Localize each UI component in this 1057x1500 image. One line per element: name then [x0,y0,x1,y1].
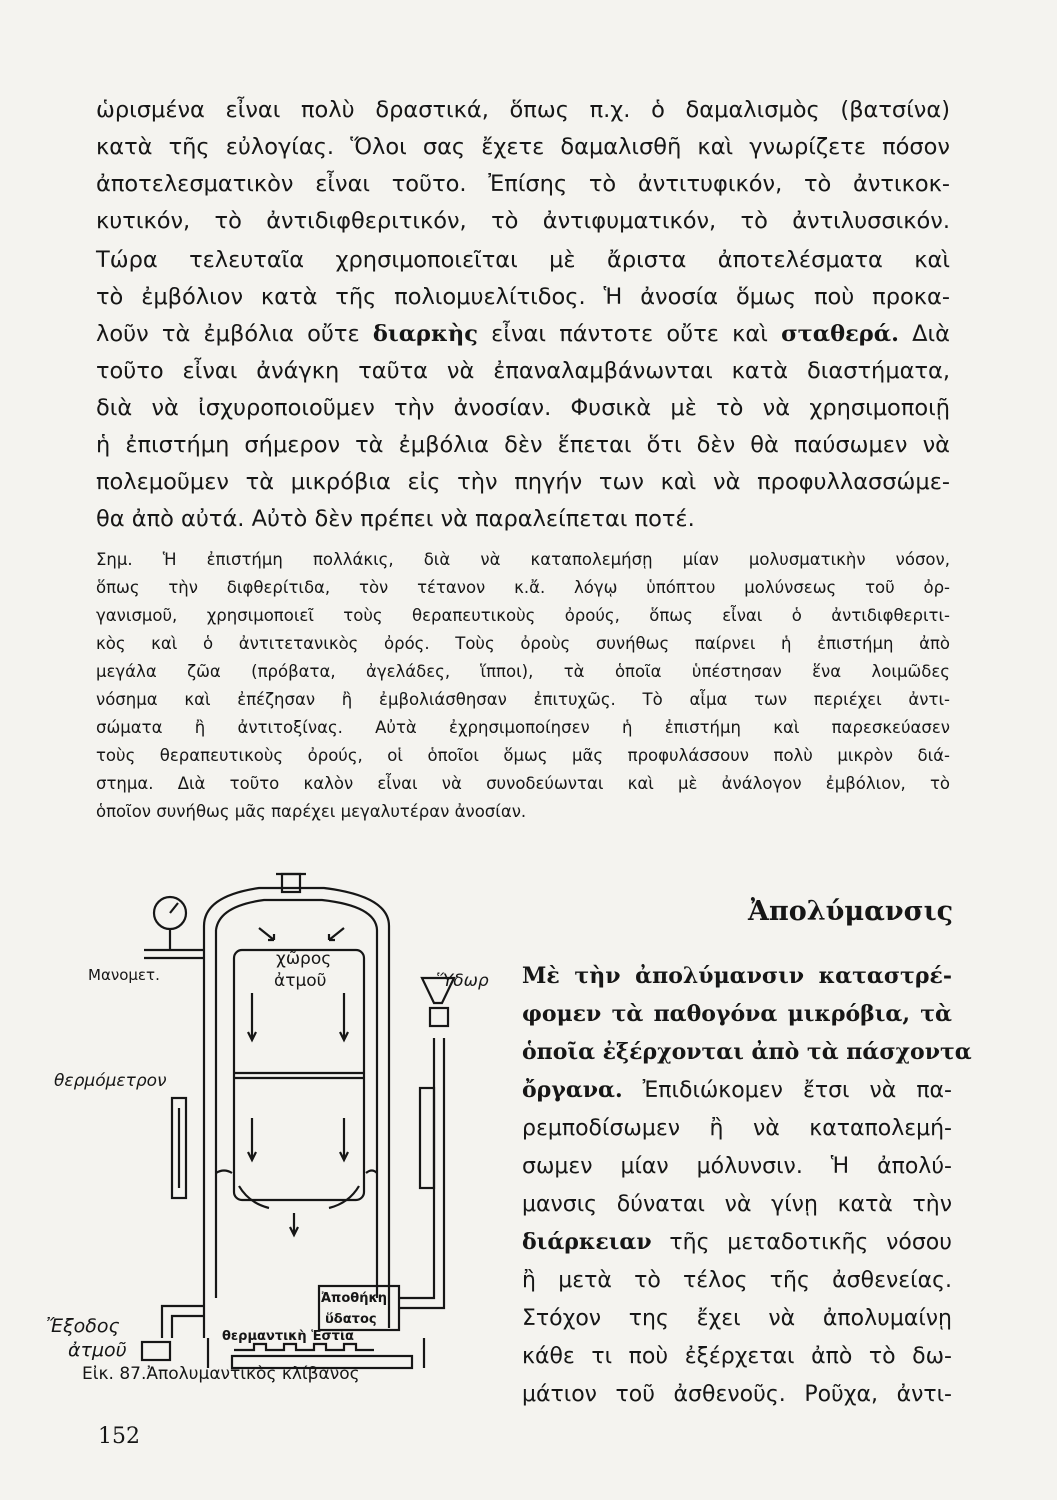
label-steam-space: ἀτμοῦ [274,971,327,991]
section-line: μανσις δύναται νὰ γίνῃ κατὰ τὴν [522,1192,952,1217]
body-line: θα ἀπὸ αὐτά. Αὐτὸ δὲν πρέπει νὰ παραλείπεται ποτέ. [96,506,695,532]
steam-arrow [248,1118,256,1160]
body-text-run: Διὰ [898,321,950,347]
body-line: κυτικόν, τὸ ἀντιδιφθεριτικόν, τὸ ἀντιφυματικόν, τὸ ἀντιλυσσικόν. [96,208,950,234]
label-steam-exit: ἀτμοῦ [68,1339,127,1361]
burner-flames [234,1344,374,1350]
page-number: 152 [98,1424,140,1449]
autoclave-figure [44,868,489,1368]
steam-arrow [340,993,348,1040]
text-run: Ἐπιδιώκομεν ἔτσι νὰ πα- [622,1078,952,1103]
section-line: κάθε τι ποὺ ἐξέρχεται ἀπὸ τὸ δω- [522,1344,952,1369]
bold-run: ὄργανα. [522,1077,623,1103]
section-heading: Ἀπολύμανσις [748,896,954,927]
note-line: Σημ. Ἡ ἐπιστήμη πολλάκις, διὰ νὰ καταπολεμήσῃ μίαν μολυσματικὴν νόσον, [96,550,950,569]
note-line: κὸς καὶ ὁ ἀντιτετανικὸς ὀρός. Τοὺς ὀροὺς συνήθως παίρνει ἡ ἐπιστήμη ἀπὸ [96,634,950,653]
body-line: τοῦτο εἶναι ἀνάγκη ταῦτα νὰ ἐπαναλαμβάνωνται κατὰ διαστήματα, [96,358,950,384]
body-line: διὰ νὰ ἰσχυροποιοῦμεν τὴν ἀνοσίαν. Φυσικὰ μὲ τὸ νὰ χρησιμοποιῇ [96,395,950,421]
body-line: πολεμοῦμεν τὰ μικρόβια εἰς τὴν πηγήν των καὶ νὰ προφυλλασσώμε- [96,469,950,495]
body-line: κατὰ τῆς εὐλογίας. Ὅλοι σας ἔχετε δαμαλισθῆ καὶ γνωρίζετε πόσον [96,134,950,160]
note-line: τοὺς θεραπευτικοὺς ὀρούς, οἱ ὁποῖοι ὅμως μᾶς προφυλάσσουν πολὺ μικρὸν διά- [96,746,950,765]
steam-arrow [329,1186,359,1208]
note-line: σώματα ἢ ἀντιτοξίνας. Αὐτὰ ἐχρησιμοποίησεν ἡ ἐπιστήμη καὶ παρεσκεύασεν [96,718,950,737]
section-line: μάτιον τοῦ ἀσθενοῦς. Ροῦχα, ἀντι- [522,1382,952,1407]
steam-arrow [290,1213,298,1235]
label-reservoir: ὕδατος [325,1312,377,1327]
label-manometer: Μανομετ. [88,966,160,984]
label-steam-exit: Ἔξοδος [46,1315,120,1337]
label-water: Ὕδωρ [436,971,489,991]
drain-pipe [162,1306,204,1338]
body-line: Τώρα τελευταῖα χρησιμοποιεῖται μὲ ἄριστα ἀποτελέσματα καὶ [96,247,950,273]
body-text-run: εἶναι πάντοτε οὔτε καὶ [477,321,782,347]
steam-arrow [340,1118,348,1160]
label-thermometer: θερμόμετρον [54,1071,167,1091]
note-line: ὅπως τὴν διφθερίτιδα, τὸν τέτανον κ.ἄ. λόγῳ ὑπόπτου μολύνσεως τοῦ ὀρ- [96,578,950,597]
body-line: ἡ ἐπιστήμη σήμερον τὰ ἐμβόλια δὲν ἕπεται ὅτι δὲν θὰ παύσωμεν νὰ [96,432,950,458]
section-line: ἢ μετὰ τὸ τέλος τῆς ἀσθενείας. [522,1268,952,1293]
note-line: ὁποῖον συνήθως μᾶς παρέχει μεγαλυτέραν ἀνοσίαν. [96,802,527,821]
body-text-run: λοῦν τὰ ἐμβόλια οὔτε [96,321,373,347]
bold-term: διαρκὴς [372,321,478,347]
text-run: τῆς μεταδοτικῆς νόσου [651,1230,952,1255]
body-line: τὸ ἐμβόλιον κατὰ τῆς πολιομυελίτιδος. Ἡ ἀνοσία ὅμως ποὺ προκα- [96,284,950,310]
figure-caption: Εἰκ. 87.Ἀπολυμαντικὸς κλίβανος [82,1364,360,1384]
label-reservoir: Ἀποθήκη [321,1291,387,1306]
label-fire: θερμαντικὴ Ἑστία [222,1329,354,1344]
body-line [96,320,950,349]
note-line: στημα. Διὰ τοῦτο καλὸν εἶναι νὰ συνοδεύωνται καὶ μὲ ἀνάλογον ἐμβόλιον, τὸ [96,774,950,793]
steam-arrow [329,928,344,940]
water-level [216,1171,377,1174]
steam-arrow [239,1186,269,1208]
section-line [522,1076,952,1105]
section-line: ρεμποδίσωμεν ἢ νὰ καταπολεμή- [522,1116,952,1141]
bold-term: σταθερά. [781,321,899,347]
body-line: ὡρισμένα εἶναι πολὺ δραστικά, ὅπως π.χ. ὁ δαμαλισμὸς (βατσίνα) [96,97,950,123]
note-line: μεγάλα ζῶα (πρόβατα, ἀγελάδες, ἵπποι), τὰ ὁποῖα ὑπέστησαν ἕνα λοιμῶδες [96,662,950,681]
bold-run: ὁποῖα ἐξέρχονται ἀπὸ τὰ πάσχοντα [522,1039,972,1065]
bold-run: διάρκειαν [522,1229,652,1255]
gauge-glass [420,1088,434,1188]
water-valve [430,1008,448,1026]
section-line [522,962,952,991]
label-steam-space: χῶρος [276,949,332,969]
note-line: νόσημα καὶ ἐπέζησαν ἢ ἐμβολιάσθησαν ἐπιτυχῶς. Τὸ αἷμα των περιέχει ἀντι- [96,690,950,709]
steam-arrow [248,993,256,1040]
section-line [522,1228,952,1257]
water-pipe [399,1038,434,1298]
section-line [522,1038,972,1067]
top-valve [282,874,300,892]
steam-arrow [259,928,274,940]
section-line [522,1000,952,1029]
note-line: γανισμοῦ, χρησιμοποιεῖ τοὺς θεραπευτικοὺς ὀρούς, ὅπως εἶναι ὁ ἀντιδιφθεριτι- [96,606,950,625]
bold-run: φομεν τὰ παθογόνα μικρόβια, τὰ [522,1001,952,1027]
section-line: Στόχον της ἔχει νὰ ἀπολυμαίνῃ [522,1306,952,1331]
drain-valve [142,1342,170,1360]
body-line: ἀποτελεσματικὸν εἶναι τοῦτο. Ἐπίσης τὸ ἀντιτυφικόν, τὸ ἀντικοκ- [96,171,950,197]
section-line: σωμεν μίαν μόλυνσιν. Ἡ ἀπολύ- [522,1154,952,1179]
bold-run: Μὲ τὴν ἀπολύμανσιν καταστρέ- [522,963,952,989]
